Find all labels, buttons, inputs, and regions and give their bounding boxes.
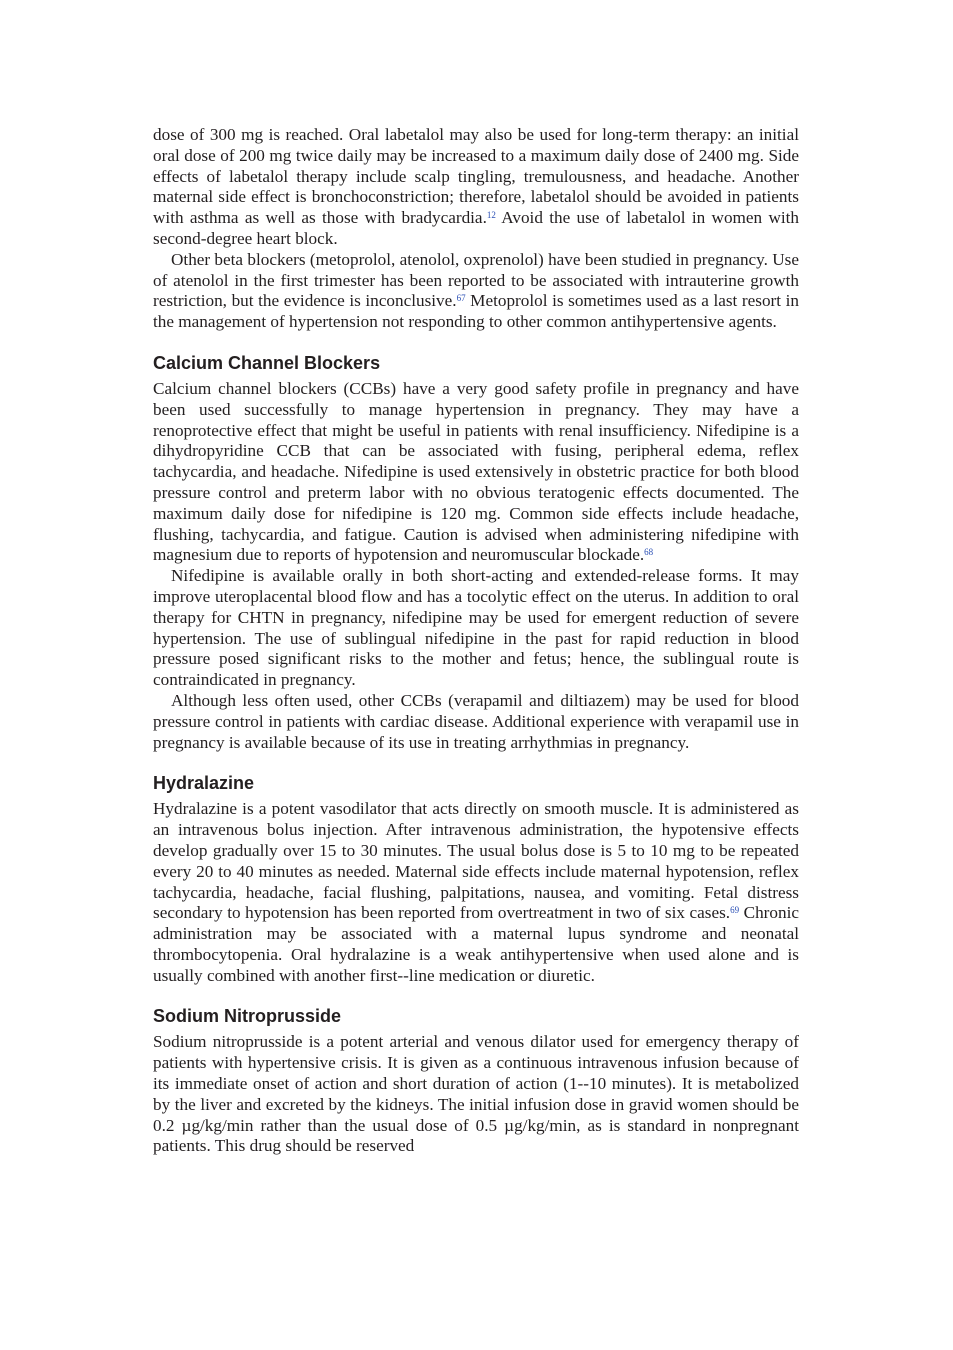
paragraph-text: Nifedipine is available orally in both short-acting and extended-release forms. It may improve uteroplacental blood flow and has a tocolytic effect on the uterus. In addition to oral therapy for CHTN in pregnancy, nifedipine may be used for emergent reduction of severe hypertension. The use of sublingual nifedipine in the past for rapid reduction in blood pressure posed significant risks to the mother and fetus; hence, the sublingual route is contraindicated in pregnancy. [153,566,799,690]
paragraph-text: Metoprolol is sometimes used as a last resort in the management of hypertension not responding to other common antihypertensive agents. [153,291,799,332]
section-heading: Sodium Nitroprusside [153,1006,342,1027]
body-paragraph [153,691,799,753]
body-paragraph [153,566,799,691]
section [153,352,799,753]
section-heading: Hydralazine [153,773,255,794]
citation-link[interactable]: 67 [456,293,466,304]
section [153,772,799,986]
body-paragraph [153,799,799,986]
paragraph-text: Avoid the use of labetalol in women with second-degree heart block. [153,208,799,248]
paragraph-text: dose of 300 mg is reached. Oral labetalol may also be used for long-term therapy: an initial oral dose of 200 mg twice daily may be increased to a maximum daily dose of 2400 mg. Side effects of labetalol therapy include scalp tingling, tremulousness, and headache. Another maternal side effect is bronchoconstriction; therefore, labetalol should be avoided in patients with asthma as well as those with bradycardia. [153,125,799,228]
citation-link[interactable]: 68 [644,547,654,558]
paragraph-text: Although less often used, other CCBs (verapamil and diltiazem) may be used for blood pressure control in patients with cardiac disease. Additional experience with verapamil use in pregnancy is available because of its use in treating arrhythmias in pregnancy. [153,690,799,752]
paragraph-text: Other beta blockers (metoprolol, atenolol, oxprenolol) have been studied in pregnancy. Use of atenolol in the first trimester has been reported to be associated with intrauterine growth restriction, but the evidence is inconclusive. [153,249,799,311]
paragraph-text: Calcium channel blockers (CCBs) have a very good safety profile in pregnancy and have been used successfully to manage hypertension in pregnancy. They may have a renoprotective effect that might be useful in patients with renal insufficiency. Nifedipine is a dihydropyridine CCB that can be associated with fusing, peripheral edema, reflex tachycardia, and headache. Nifedipine is used extensively in obstetric practice for both blood pressure control and preterm labor with no obvious teratogenic effects documented. The maximum daily dose for nifedipine is 120 mg. Common side effects include headache, flushing, tachycardia, and fatigue. Caution is advised when administering nifedipine with magnesium due to reports of hypotension and neuromuscular blockade. [153,378,799,565]
paragraph-text: Chronic administration may be associated with a maternal lupus syndrome and neonatal thrombocytopenia. Oral hydralazine is a weak antihypertensive when used alone and is usually combined with another first--line medication or diuretic. [153,903,799,985]
body-paragraph [153,1032,799,1157]
body-paragraph [153,125,799,250]
section [153,125,799,333]
paragraph-text: Sodium nitroprusside is a potent arterial and venous dilator used for emergency therapy of patients with hypertensive crisis. It is given as a continuous intravenous infusion because of its immediate onset of action and short duration of action (1--10 minutes). It is metabolized by the liver and excreted by the kidneys. The initial infusion dose in gravid women should be 0.2 µg/kg/min rather than the usual dose of 0.5 µg/kg/min, as is standard in nonpregnant patients. This drug should be reserved [153,1032,799,1156]
paragraph-text: Hydralazine is a potent vasodilator that acts directly on smooth muscle. It is administered as an intravenous bolus injection. After intravenous administration, the hypotensive effects develop gradually over 15 to 30 minutes. The usual bolus dose is 5 to 10 mg to be repeated every 20 to 40 minutes as needed. Maternal side effects include maternal hypotension, reflex tachycardia, headache, facial flushing, palpitations, nausea, and vomiting. Fetal distress secondary to hypotension has been reported from overtreatment in two of six cases. [153,799,799,923]
document-page [153,125,799,1157]
body-paragraph [153,250,799,333]
section [153,1005,799,1157]
citation-link[interactable]: 12 [486,210,496,221]
citation-link[interactable]: 69 [730,905,740,916]
section-heading: Calcium Channel Blockers [153,352,381,373]
body-paragraph [153,379,799,566]
